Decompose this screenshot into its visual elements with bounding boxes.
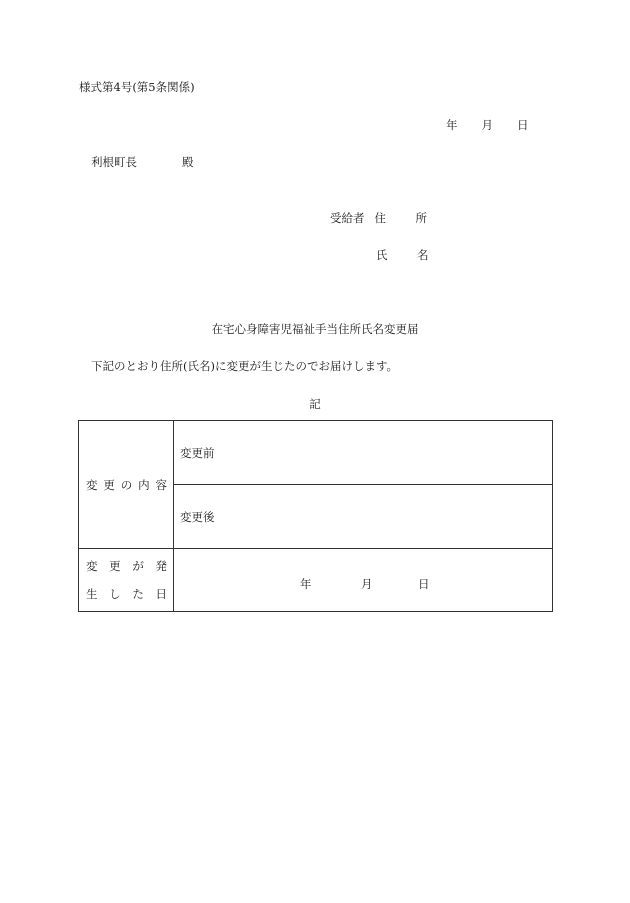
change-date-label [79,549,174,612]
recipient-address-row [330,213,436,225]
addressee [91,157,194,169]
name-label: 氏 名 [376,248,438,262]
document-title: 在宅心身障害児福祉手当住所氏名変更届 [211,322,419,336]
change-content-label [79,421,174,549]
change-date-month: 月 [361,577,373,591]
char: 変 [86,477,98,492]
ki-heading: 記 [309,397,321,411]
char: 日 [155,587,167,601]
change-date-year: 年 [300,577,312,591]
after-change-field[interactable] [174,485,553,549]
char: 更 [103,477,115,492]
char: た [132,587,144,601]
submission-date [446,120,529,132]
char: が [132,559,144,573]
char: 内 [138,477,150,492]
addressee-honorific: 殿 [182,155,194,169]
body-text: 下記のとおり住所(氏名)に変更が生じたのでお届けします。 [91,359,399,373]
date-year-label: 年 [446,118,458,132]
before-change-field[interactable] [174,421,553,485]
change-date-day: 日 [418,577,430,591]
char: 発 [155,559,167,573]
char: 容 [155,477,167,492]
char: 変 [86,559,98,573]
char: 生 [86,587,98,601]
address-label: 住 所 [374,211,436,225]
addressee-name: 利根町長 [91,155,137,169]
after-change-label: 変更後 [180,509,215,524]
char: し [109,587,121,601]
change-date-field[interactable] [174,549,553,612]
date-day-label: 日 [517,118,529,132]
form-number: 様式第4号(第5条関係) [79,80,195,94]
char: 更 [109,559,121,573]
date-month-label: 月 [481,118,493,132]
before-change-label: 変更前 [180,445,215,460]
char: の [120,477,133,492]
recipient-role: 受給者 [330,211,365,225]
change-form-table [78,420,553,612]
